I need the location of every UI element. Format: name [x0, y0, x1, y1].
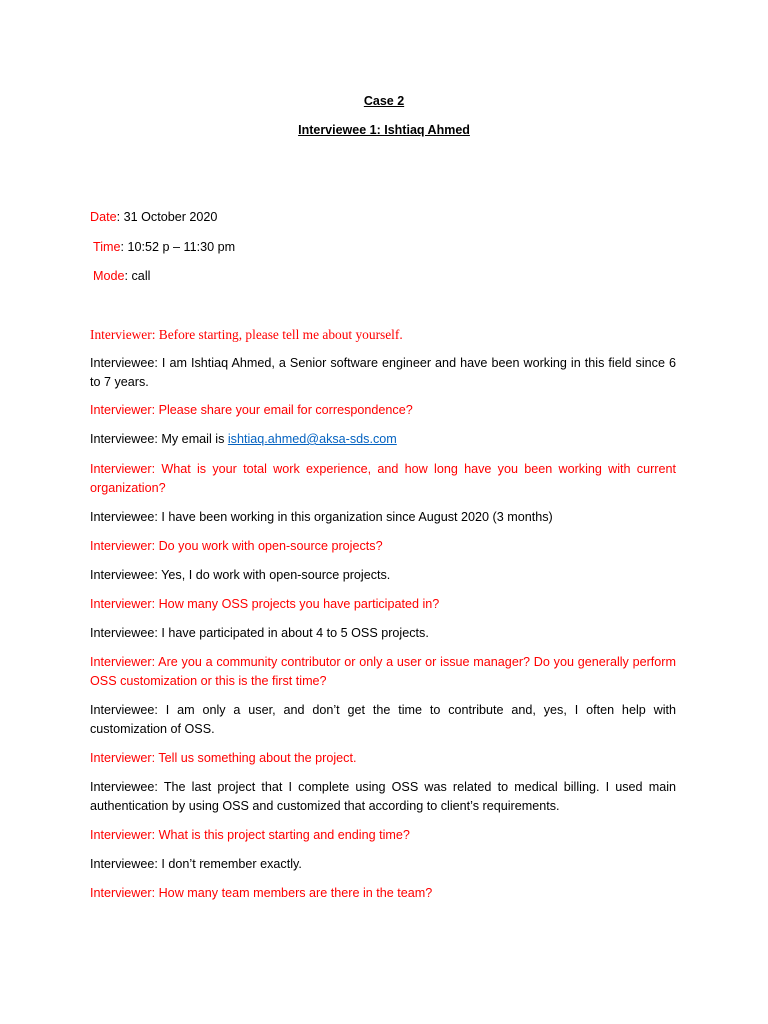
answer-oss-count: Interviewee: I have participated in about 4 to 5 OSS projects.: [90, 626, 429, 640]
mode-line: [93, 267, 679, 286]
date-line: [90, 208, 676, 227]
answer-open-source: Interviewee: Yes, I do work with open-source projects.: [90, 568, 391, 582]
question-email: Interviewer: Please share your email for correspondence?: [90, 403, 413, 417]
time-label: Time: [93, 240, 121, 254]
question-contributor-role: Interviewer: Are you a community contributor or only a user or issue manager? Do you generally perform OSS customization or this is the first time?: [90, 655, 676, 688]
interviewee-title: Interviewee 1: Ishtiaq Ahmed: [298, 123, 470, 137]
time-value: : 10:52 p – 11:30 pm: [120, 240, 236, 254]
answer-contributor-role: Interviewee: I am only a user, and don’t get the time to contribute and, yes, I often help with customization of OSS.: [90, 703, 676, 736]
answer-project: Interviewee: The last project that I complete using OSS was related to medical billing. I used main authentication by using OSS and customized that according to client’s requirements.: [90, 780, 676, 813]
question-team-size: Interviewer: How many team members are there in the team?: [90, 886, 433, 900]
mode-label: Mode: [93, 269, 125, 283]
answer-email: [90, 430, 676, 449]
date-label: Date: [90, 210, 117, 224]
question-open-source: Interviewer: Do you work with open-source projects?: [90, 539, 383, 553]
question-work-experience: Interviewer: What is your total work experience, and how long have you been working with current organization?: [90, 462, 676, 495]
answer-work-experience: Interviewee: I have been working in this organization since August 2020 (3 months): [90, 510, 553, 524]
question-about-yourself: Interviewer: Before starting, please tell me about yourself.: [90, 327, 403, 342]
answer-about-yourself: Interviewee: I am Ishtiaq Ahmed, a Senior software engineer and have been working in this field since 6 to 7 years.: [90, 356, 676, 389]
time-line: [93, 238, 679, 257]
answer-email-text: Interviewee: My email is: [90, 432, 228, 446]
date-value: : 31 October 2020: [116, 210, 218, 224]
question-project-timeline: Interviewer: What is this project starting and ending time?: [90, 828, 410, 842]
question-oss-count: Interviewer: How many OSS projects you have participated in?: [90, 597, 440, 611]
question-project: Interviewer: Tell us something about the project.: [90, 751, 357, 765]
answer-project-timeline: Interviewee: I don’t remember exactly.: [90, 857, 302, 871]
mode-value: : call: [124, 269, 151, 283]
email-link[interactable]: ishtiaq.ahmed@aksa-sds.com: [227, 432, 397, 446]
case-title: Case 2: [363, 94, 405, 108]
